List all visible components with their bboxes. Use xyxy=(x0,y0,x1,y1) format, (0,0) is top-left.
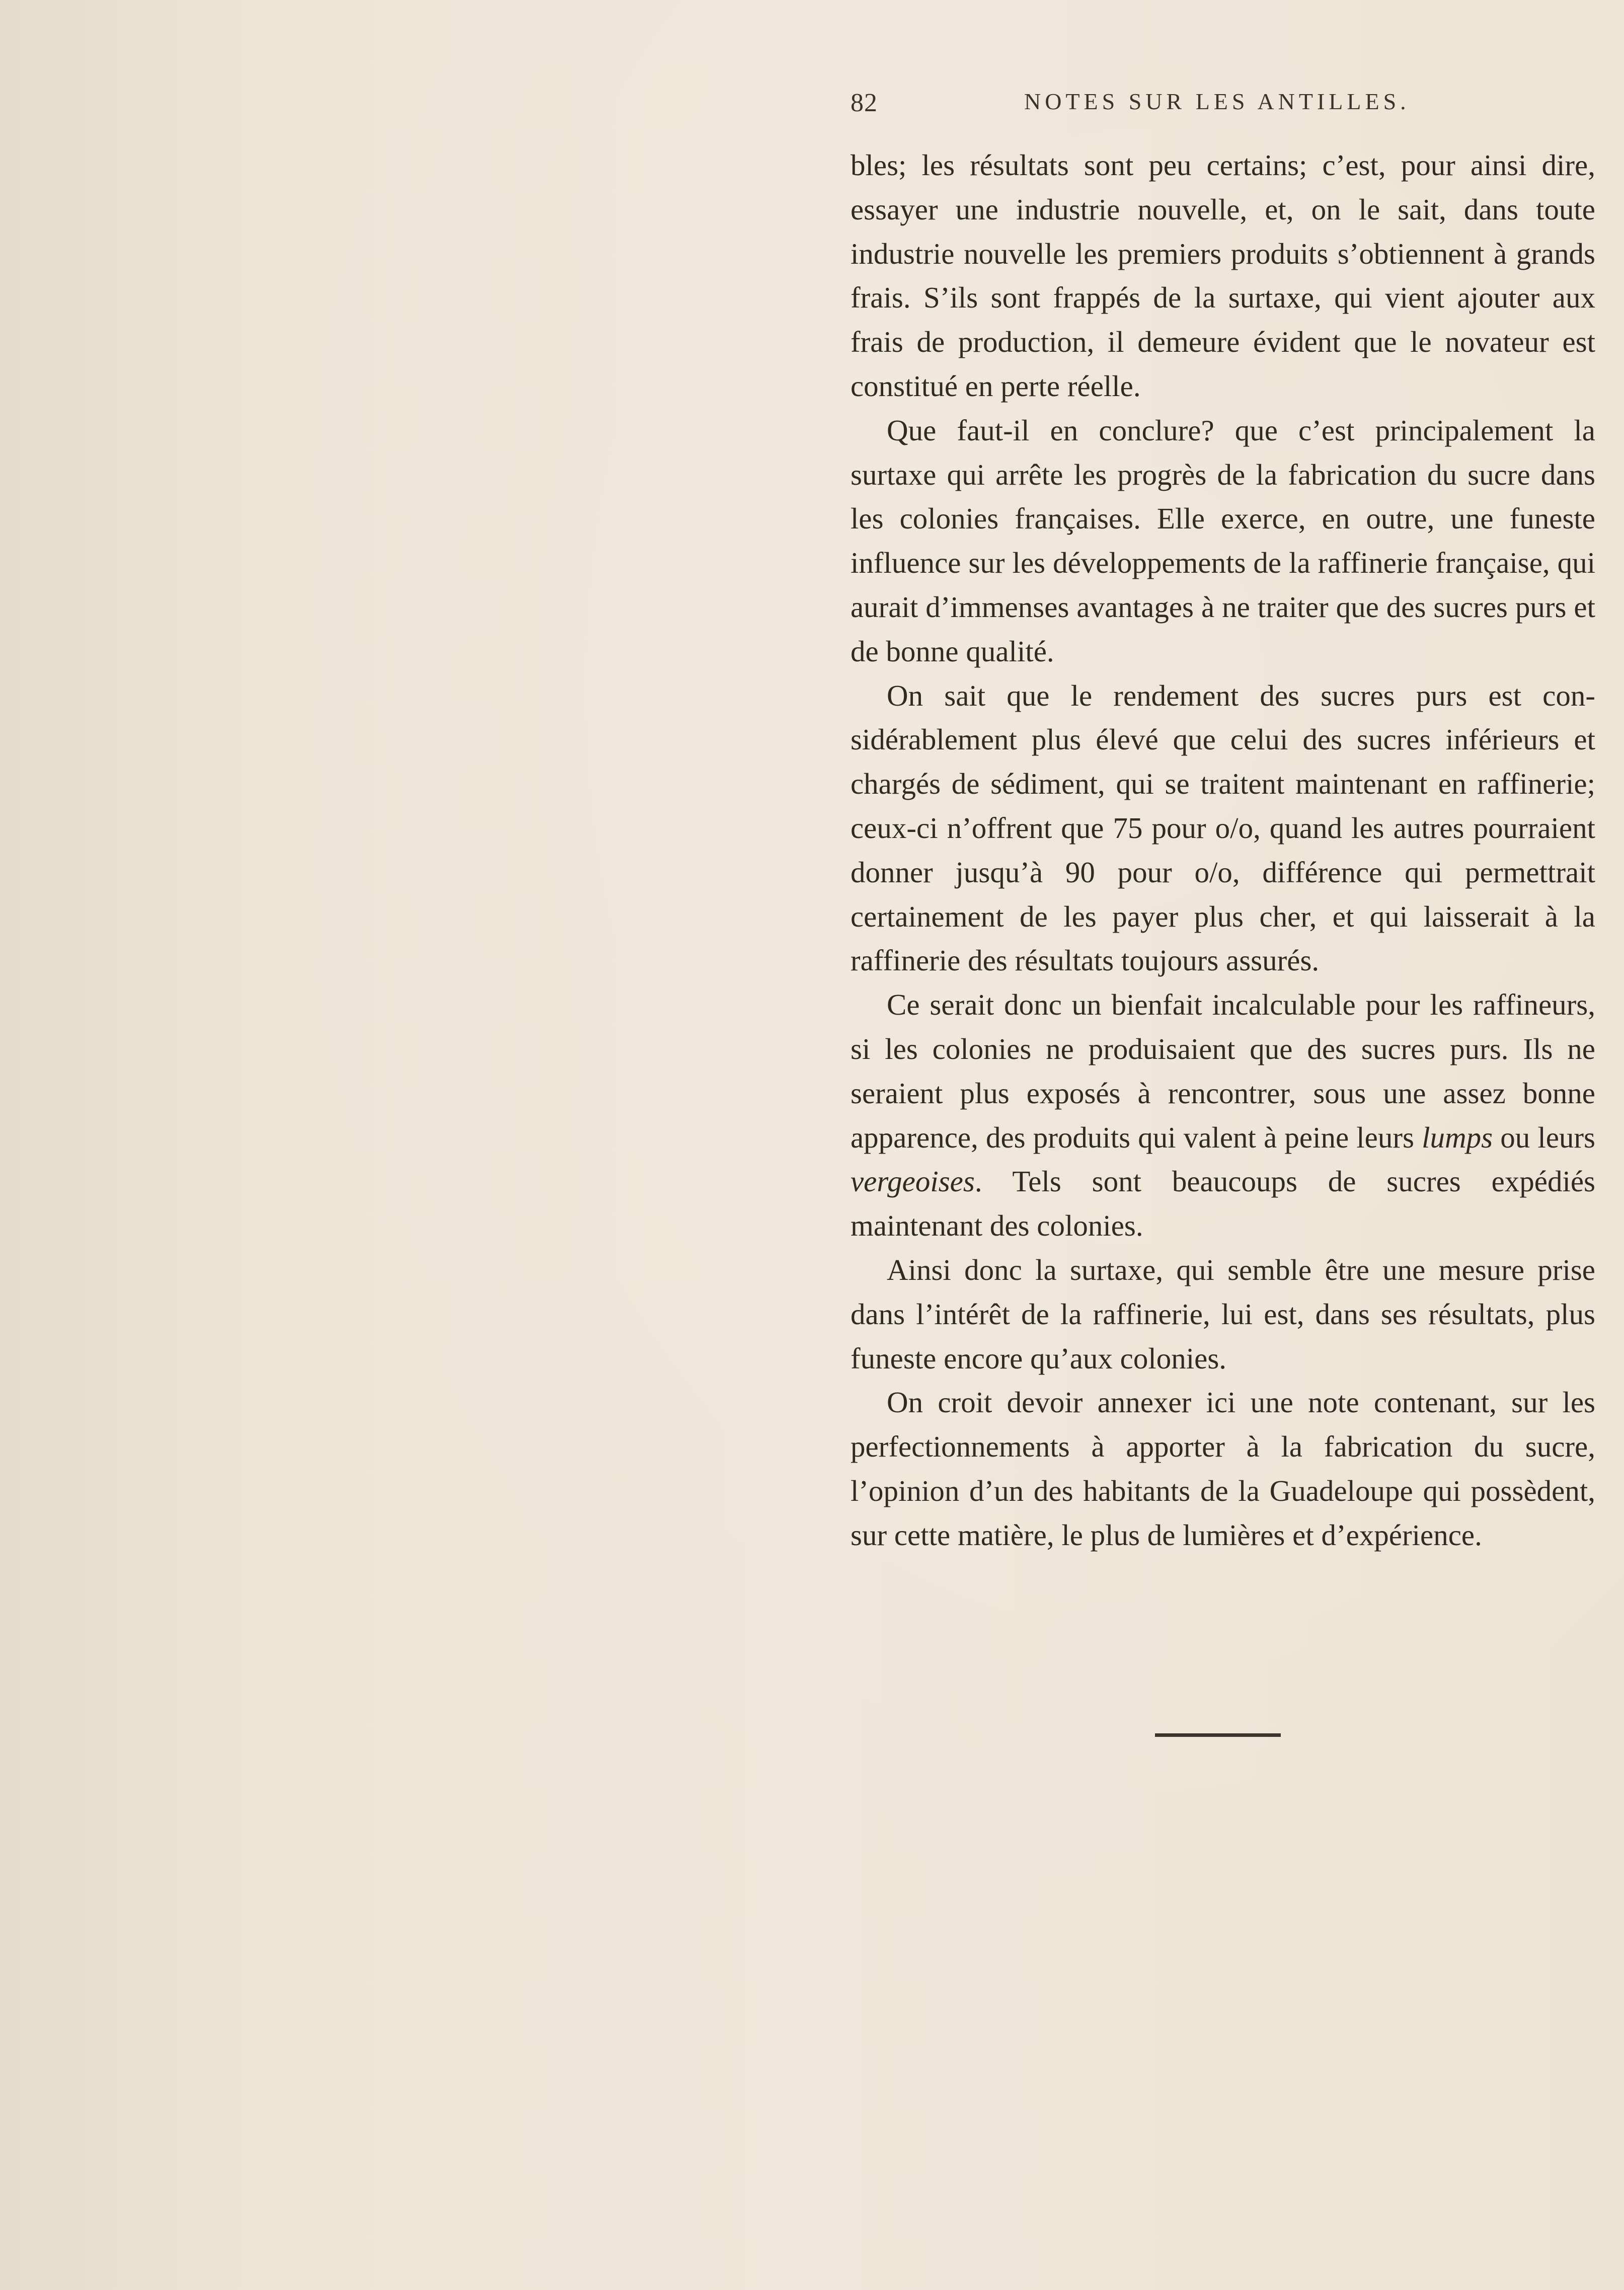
paragraph xyxy=(850,1381,1595,1557)
section-rule xyxy=(1155,1733,1281,1737)
paragraph-text: Ce serait donc un bienfait incalculable pour les raffineurs, si les colonies ne produisaient que des sucres purs. Ils ne seraient plus exposés à rencontrer, sous une assez bonne apparence, des produits qui valent à peine leurs xyxy=(850,988,1595,1154)
paragraph xyxy=(850,983,1595,1248)
paragraph-text: On sait que le rendement des sucres purs est considérablement plus élevé que celui des sucres inférieurs et chargés de sédiment, qui se traitent maintenant en raffinerie; ceux-ci n’offrent que 75 pour o/o, quand les autres pourraient donner jusqu’à 90 pour o/o, différence qui permettrait certainement de les payer plus cher, et qui laisserait à la raffinerie des résultats toujours assurés. xyxy=(850,678,1595,977)
paragraph-text: bles; les résultats sont peu certains; c’est, pour ainsi dire, essayer une industrie nouvelle, et, on le sait, dans toute industrie nouvelle les premiers produits s’obtiennent à grands frais. S’ils sont frappés de la surtaxe, qui vient ajouter aux frais de production, il demeure évident que le novateur est constitué en perte réelle. xyxy=(850,148,1595,403)
italic-term: lumps xyxy=(1422,1120,1493,1154)
body-text xyxy=(850,143,1595,1558)
paragraph-text: ou leurs xyxy=(1493,1120,1596,1154)
paragraph xyxy=(850,674,1595,983)
paragraph xyxy=(850,1248,1595,1381)
page-number: 82 xyxy=(850,89,878,117)
page-header xyxy=(850,88,1595,123)
paragraph-text: Que faut-il en conclure? que c’est principalement la surtaxe qui arrête les progrès de la fabrication du sucre dans les colonies françaises. Elle exerce, en outre, une funeste influence sur les développements de la raffinerie française, qui aurait d’immenses avantages à ne traiter que des sucres purs et de bonne qualité. xyxy=(850,413,1595,668)
paragraph xyxy=(850,409,1595,674)
paragraph-text: Ainsi donc la surtaxe, qui semble être une mesure prise dans l’intérêt de la raffinerie, lui est, dans ses résultats, plus funeste encore qu’aux colonies. xyxy=(850,1253,1595,1375)
paragraph-text: On croit devoir annexer ici une note contenant, sur les perfectionnements à apporter à la fabrication du sucre, l’opinion d’un des habitants de la Guadeloupe qui possèdent, sur cette matière, le plus de lumières et d’expérience. xyxy=(850,1386,1595,1552)
paragraph xyxy=(850,143,1595,409)
paragraph-text: . Tels sont beaucoups de sucres expédiés maintenant des colonies. xyxy=(850,1165,1595,1243)
running-title: NOTES SUR LES ANTILLES. xyxy=(1024,89,1410,114)
italic-term: vergeoises xyxy=(850,1165,975,1198)
